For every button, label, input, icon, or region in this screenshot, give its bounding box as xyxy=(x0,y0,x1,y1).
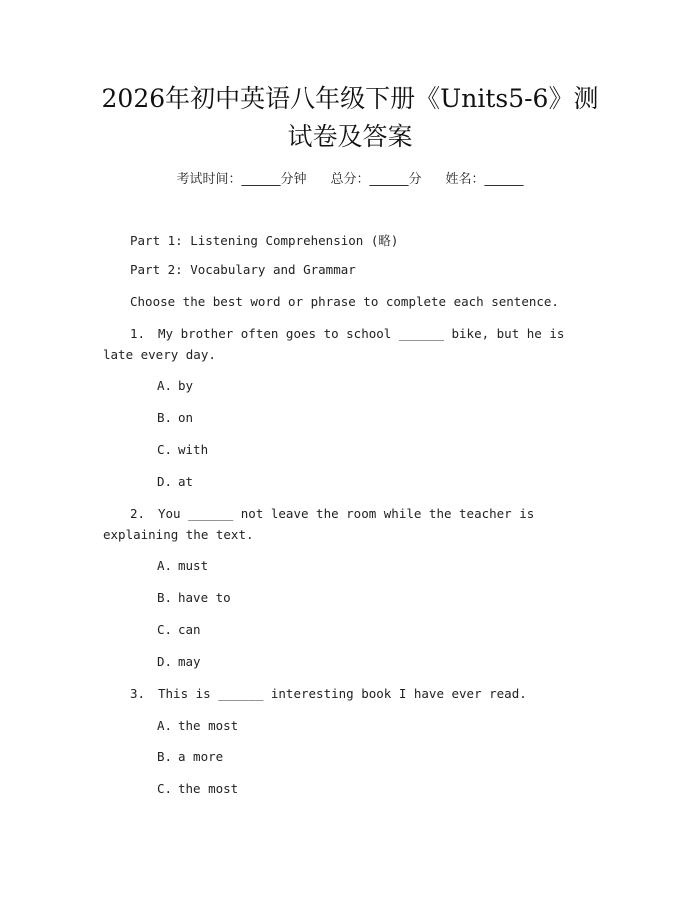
option-1c xyxy=(157,442,208,457)
question-number: 1. xyxy=(130,326,146,341)
option-text: at xyxy=(178,474,194,489)
total-score-field: 总分：______分 xyxy=(330,172,422,187)
question-2 xyxy=(103,503,593,545)
option-text: must xyxy=(178,558,209,573)
question-number: 2. xyxy=(130,506,146,521)
option-letter: C. xyxy=(157,442,173,457)
option-letter: A. xyxy=(157,718,173,733)
question-3 xyxy=(103,683,593,704)
option-1b xyxy=(157,410,193,425)
option-2d xyxy=(157,654,201,669)
option-text: by xyxy=(178,378,194,393)
option-letter: D. xyxy=(157,474,173,489)
option-text: the most xyxy=(178,718,239,733)
option-text: can xyxy=(178,622,201,637)
question-text: My brother often goes to school ______ bike, but he is late every day. xyxy=(103,326,565,362)
option-letter: B. xyxy=(157,749,173,764)
option-text: the most xyxy=(178,781,239,796)
part1-heading: Part 1: Listening Comprehension (略) xyxy=(130,233,399,248)
option-2c xyxy=(157,622,201,637)
option-letter: C. xyxy=(157,781,173,796)
option-text: with xyxy=(178,442,209,457)
exam-title: 2026年初中英语八年级下册《Units5-6》测试卷及答案 xyxy=(101,84,599,151)
option-1a xyxy=(157,378,193,393)
question-text: This is ______ interesting book I have ever read. xyxy=(158,686,527,701)
option-letter: B. xyxy=(157,410,173,425)
option-letter: A. xyxy=(157,558,173,573)
exam-time-field: 考试时间：______分钟 xyxy=(176,172,307,187)
option-2a xyxy=(157,558,208,573)
option-text: may xyxy=(178,654,201,669)
option-1d xyxy=(157,474,193,489)
option-3a xyxy=(157,718,238,733)
option-3b xyxy=(157,749,223,764)
exam-meta xyxy=(0,168,700,187)
option-letter: A. xyxy=(157,378,173,393)
option-text: have to xyxy=(178,590,231,605)
option-text: a more xyxy=(178,749,224,764)
option-text: on xyxy=(178,410,194,425)
question-text: You ______ not leave the room while the teacher is explaining the text. xyxy=(103,506,535,542)
instruction-text: Choose the best word or phrase to complete each sentence. xyxy=(130,294,559,309)
option-2b xyxy=(157,590,231,605)
question-number: 3. xyxy=(130,686,146,701)
option-3c xyxy=(157,781,238,796)
option-letter: B. xyxy=(157,590,173,605)
option-letter: D. xyxy=(157,654,173,669)
part2-heading: Part 2: Vocabulary and Grammar xyxy=(130,262,356,277)
option-letter: C. xyxy=(157,622,173,637)
question-1 xyxy=(103,323,593,365)
student-name-field: 姓名：______ xyxy=(445,172,524,187)
